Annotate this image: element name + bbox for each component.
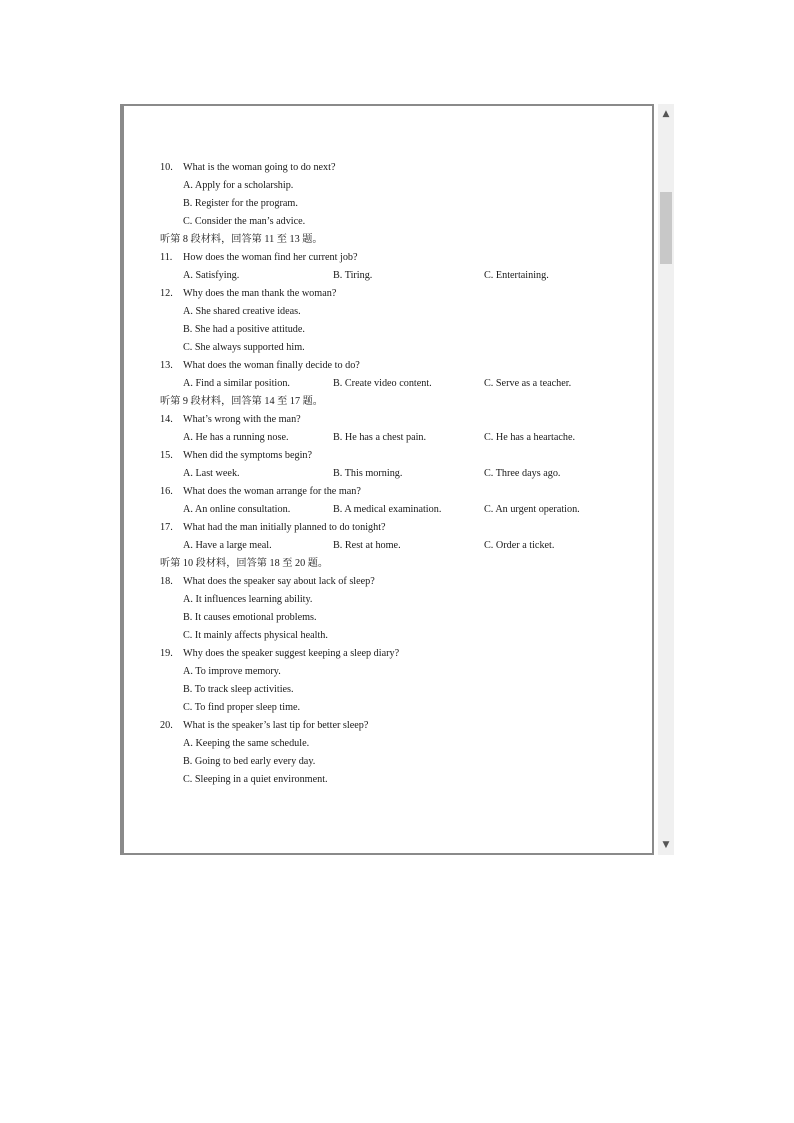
question-number: 20. <box>160 720 173 731</box>
question-section <box>160 393 640 555</box>
answer-options <box>160 303 640 357</box>
answer-options <box>160 267 640 285</box>
question-number: 17. <box>160 522 173 533</box>
options-row <box>183 501 640 519</box>
chevron-up-icon[interactable]: ▲ <box>662 109 670 119</box>
question-text: What does the woman finally decide to do? <box>183 360 360 371</box>
answer-options <box>160 663 640 717</box>
answer-option: C. He has a heartache. <box>484 432 576 443</box>
answer-option: B. Create video content. <box>333 378 432 389</box>
answer-option: B. Going to bed early every day. <box>183 756 316 767</box>
question-line <box>160 573 640 591</box>
question-section <box>160 159 640 231</box>
question-item <box>160 285 640 357</box>
answer-option: C. Serve as a teacher. <box>484 378 572 389</box>
question-line <box>160 483 640 501</box>
answer-option: C. Entertaining. <box>484 270 549 281</box>
question-number: 18. <box>160 576 173 587</box>
question-section <box>160 231 640 393</box>
question-item <box>160 159 640 231</box>
question-line <box>160 447 640 465</box>
options-row <box>183 375 640 393</box>
answer-option: B. She had a positive attitude. <box>183 324 305 335</box>
answer-option: A. He has a running nose. <box>183 432 289 443</box>
section-heading: 听第 8 段材料，回答第 11 至 13 题。 <box>160 234 323 245</box>
section-heading: 听第 10 段材料，回答第 18 至 20 题。 <box>160 558 329 569</box>
question-text: What does the speaker say about lack of sleep? <box>183 576 375 587</box>
question-item <box>160 717 640 789</box>
answer-options <box>160 177 640 231</box>
question-number: 10. <box>160 162 173 173</box>
question-item <box>160 249 640 285</box>
question-line <box>160 249 640 267</box>
answer-option: C. Consider the man’s advice. <box>183 216 306 227</box>
answer-option: C. Sleeping in a quiet environment. <box>183 774 328 785</box>
question-item <box>160 411 640 447</box>
question-number: 15. <box>160 450 173 461</box>
question-number: 19. <box>160 648 173 659</box>
question-line <box>160 411 640 429</box>
answer-option: A. Find a similar position. <box>183 378 290 389</box>
question-line <box>160 519 640 537</box>
question-item <box>160 573 640 645</box>
question-item <box>160 357 640 393</box>
answer-options <box>160 429 640 447</box>
answer-option: C. Three days ago. <box>484 468 561 479</box>
answer-option: A. Satisfying. <box>183 270 240 281</box>
options-row <box>183 537 640 555</box>
options-row <box>183 465 640 483</box>
question-item <box>160 645 640 717</box>
answer-option: A. Apply for a scholarship. <box>183 180 294 191</box>
answer-option: B. To track sleep activities. <box>183 684 294 695</box>
answer-options <box>160 537 640 555</box>
answer-options <box>160 465 640 483</box>
answer-option: C. An urgent operation. <box>484 504 580 515</box>
question-text: What does the woman arrange for the man? <box>183 486 361 497</box>
answer-option: B. Rest at home. <box>333 540 401 551</box>
answer-option: B. Register for the program. <box>183 198 298 209</box>
answer-option: B. This morning. <box>333 468 403 479</box>
answer-option: C. Order a ticket. <box>484 540 555 551</box>
question-item <box>160 483 640 519</box>
vertical-scrollbar[interactable] <box>658 104 674 855</box>
answer-option: C. She always supported him. <box>183 342 305 353</box>
question-section <box>160 555 640 789</box>
answer-option: A. It influences learning ability. <box>183 594 313 605</box>
chevron-down-icon[interactable]: ▼ <box>662 840 670 850</box>
options-row <box>183 429 640 447</box>
question-text: What had the man initially planned to do tonight? <box>183 522 386 533</box>
question-line <box>160 285 640 303</box>
question-text: Why does the man thank the woman? <box>183 288 337 299</box>
answer-option: B. It causes emotional problems. <box>183 612 317 623</box>
question-number: 16. <box>160 486 173 497</box>
question-item <box>160 519 640 555</box>
document-content <box>160 159 640 789</box>
answer-option: A. Have a large meal. <box>183 540 272 551</box>
question-line <box>160 159 640 177</box>
answer-option: A. She shared creative ideas. <box>183 306 301 317</box>
section-heading: 听第 9 段材料，回答第 14 至 17 题。 <box>160 396 323 407</box>
question-line <box>160 645 640 663</box>
answer-options <box>160 501 640 519</box>
answer-option: A. An online consultation. <box>183 504 291 515</box>
answer-option: A. To improve memory. <box>183 666 281 677</box>
question-line <box>160 717 640 735</box>
answer-options <box>160 375 640 393</box>
document-viewer <box>120 104 674 855</box>
question-line <box>160 357 640 375</box>
question-number: 13. <box>160 360 173 371</box>
question-item <box>160 447 640 483</box>
question-text: Why does the speaker suggest keeping a sleep diary? <box>183 648 400 659</box>
answer-option: C. It mainly affects physical health. <box>183 630 328 641</box>
scrollbar-thumb[interactable] <box>660 192 672 264</box>
answer-option: B. A medical examination. <box>333 504 442 515</box>
answer-option: A. Last week. <box>183 468 240 479</box>
document-page <box>120 104 654 855</box>
question-number: 12. <box>160 288 173 299</box>
question-text: What is the speaker’s last tip for better sleep? <box>183 720 369 731</box>
answer-options <box>160 735 640 789</box>
answer-option: B. He has a chest pain. <box>333 432 427 443</box>
question-text: What is the woman going to do next? <box>183 162 336 173</box>
question-number: 11. <box>160 252 173 263</box>
question-number: 14. <box>160 414 173 425</box>
answer-option: B. Tiring. <box>333 270 373 281</box>
question-text: When did the symptoms begin? <box>183 450 313 461</box>
answer-options <box>160 591 640 645</box>
answer-option: C. To find proper sleep time. <box>183 702 301 713</box>
question-text: What’s wrong with the man? <box>183 414 301 425</box>
answer-option: A. Keeping the same schedule. <box>183 738 310 749</box>
question-text: How does the woman find her current job? <box>183 252 358 263</box>
options-row <box>183 267 640 285</box>
